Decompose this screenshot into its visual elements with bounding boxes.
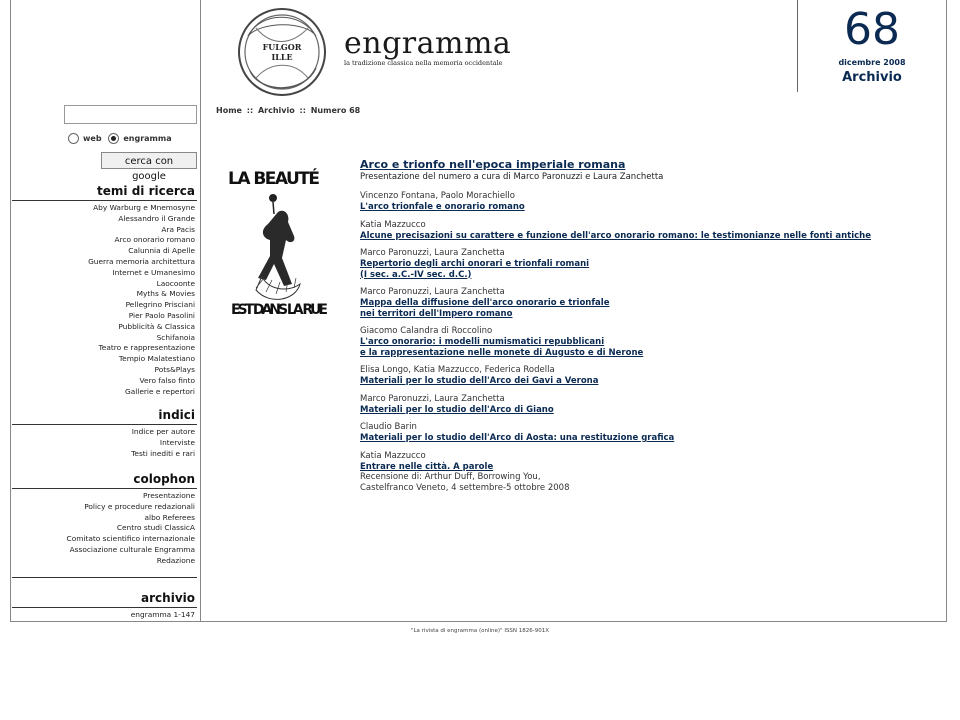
list-item [360,394,920,416]
sidebar-item[interactable]: Testi inediti e rari [131,448,195,458]
article-authors: Vincenzo Fontana, Paolo Morachiello [360,191,515,201]
list-indici [12,427,197,459]
poster-text-bottom: EST DANS LA RUE [231,302,328,318]
logo-seal-text-2: ILLE [271,52,293,62]
article-authors: Marco Paronuzzi, Laura Zanchetta [360,393,505,404]
radio-web-dot[interactable] [68,133,79,144]
sidebar-item[interactable]: Policy e procedure redazionali [84,501,195,511]
breadcrumb-home[interactable]: Home [216,106,242,115]
article-authors: Elisa Longo, Katia Mazzucco, Federica Rodella [360,365,555,375]
article-link[interactable]: Mappa della diffusione dell'arco onorario e trionfale [360,298,610,308]
sidebar-item[interactable]: Indice per autore [131,427,195,436]
article-link[interactable]: e la rappresentazione nelle monete di Augusto e di Nerone [360,347,644,358]
sidebar-item[interactable]: Comitato scientifico internazionale [66,534,195,544]
sidebar-divider [12,577,197,578]
radio-engramma[interactable] [108,133,171,144]
article-list [360,158,920,501]
article-authors: Claudio Barin [360,422,417,432]
sidebar-item[interactable]: Internet e Umanesimo [112,267,195,277]
article-link[interactable]: Entrare nelle città. A parole [360,461,494,472]
list-item [360,451,920,495]
article-link[interactable]: L'arco trionfale e onorario romano [360,202,525,212]
lead-article-link[interactable]: Arco e trionfo nell'epoca imperiale romana [360,158,626,171]
lead-article-subtitle: Presentazione del numero a cura di Marco Paronuzzi e Laura Zanchetta [360,172,664,182]
search-scope [68,133,176,146]
sidebar-item[interactable]: Gallerie e repertori [124,386,195,396]
sidebar-item[interactable]: Redazione [156,555,195,565]
section-archivio [12,591,197,621]
section-title-temi: temi di ricerca [12,184,197,201]
sidebar-item[interactable]: Pier Paolo Pasolini [128,310,195,320]
article-link[interactable]: Materiali per lo studio dell'Arco di Aosta: una restituzione grafica [360,433,675,443]
sidebar-item[interactable]: engramma 1-147 [130,610,195,619]
sidebar-item[interactable]: Pots&Plays [154,364,195,374]
list-colophon [12,491,197,567]
list-item [360,220,920,242]
article-link[interactable]: Materiali per lo studio dell'Arco di Giano [360,404,554,415]
sidebar-item[interactable]: Laocoonte [156,278,195,288]
radio-engramma-dot[interactable] [108,133,119,144]
logo-seal-text-1: FULGOR [262,42,302,52]
sidebar-item[interactable]: Ara Pacis [161,224,195,234]
sidebar-item[interactable]: Associazione culturale Engramma [69,544,195,554]
article-link[interactable]: Repertorio degli archi onorari e trionfali romani [360,259,590,269]
sidebar-item[interactable]: Calunnia di Apelle [128,246,195,256]
radio-engramma-label: engramma [123,134,172,143]
search-input[interactable] [64,105,197,124]
article-authors: Katia Mazzucco [360,219,426,230]
section-indici [12,408,197,459]
issue-date: dicembre 2008 [838,58,906,67]
breadcrumb-current: Numero 68 [310,106,361,115]
list-item [360,365,920,387]
google-search-button[interactable]: cerca con google [101,152,197,169]
list-archivio [12,610,197,621]
article-authors: Marco Paronuzzi, Laura Zanchetta [360,248,505,258]
sidebar-item[interactable]: Guerra memoria architettura [88,256,195,266]
section-temi [12,184,197,397]
sidebar-item[interactable]: Aby Warburg e Mnemosyne [93,203,195,212]
issue-number: 68 [844,4,900,55]
article-authors: Katia Mazzucco [360,450,426,461]
footer-issn: "La rivista di engramma (online)" ISSN 1826-901X [410,628,550,634]
article-note: Recensione di: Arthur Duff, Borrowing You, [360,472,541,482]
section-title-archivio: archivio [12,591,197,608]
sidebar [10,0,201,622]
sidebar-item[interactable]: albo Referees [144,512,195,522]
article-authors: Marco Paronuzzi, Laura Zanchetta [360,287,505,297]
list-item [360,191,920,213]
list-temi [12,203,197,397]
sidebar-item[interactable]: Arco onorario romano [114,235,195,245]
poster-text-top: LA BEAUTÉ [228,169,320,189]
list-item [360,422,920,444]
sidebar-item[interactable]: Presentazione [143,491,195,500]
sidebar-item[interactable]: Alessandro il Grande [118,213,195,223]
breadcrumb-archivio[interactable]: Archivio [257,106,295,115]
sidebar-item[interactable]: Pellegrino Prisciani [125,300,195,310]
sidebar-item[interactable]: Myths & Movies [136,289,195,299]
article-link[interactable]: (I sec. a.C.-IV sec. d.C.) [360,269,472,280]
logo-tagline: la tradizione classica nella memoria occidentale [344,59,503,67]
sidebar-item[interactable]: Centro studi ClassicA [116,523,195,533]
logo-seal-icon[interactable] [236,6,328,98]
article-authors: Giacomo Calandra di Roccolino [360,326,493,336]
article-link[interactable]: Materiali per lo studio dell'Arco dei Gavi a Verona [360,376,599,386]
sidebar-item[interactable]: Tempio Malatestiano [118,354,195,364]
issue-poster-image [226,160,336,320]
section-colophon [12,472,197,567]
section-title-colophon: colophon [12,472,197,489]
sidebar-item[interactable]: Interviste [159,437,195,447]
breadcrumb-separator: :: [299,106,306,115]
radio-web-label: web [83,134,102,143]
list-item [360,248,920,280]
article-link[interactable]: L'arco onorario: i modelli numismatici repubblicani [360,337,605,347]
sidebar-item[interactable]: Teatro e rappresentazione [98,343,195,353]
breadcrumb [216,106,362,115]
radio-web[interactable] [68,133,102,144]
list-item [360,326,920,358]
list-item [360,287,920,319]
sidebar-item[interactable]: Pubblicità & Classica [118,321,195,331]
article-note: Castelfranco Veneto, 4 settembre-5 ottobre 2008 [360,483,570,493]
issue-archive-link[interactable]: Archivio [842,70,902,85]
sidebar-item[interactable]: Vero falso finto [139,375,195,385]
logo-wordmark[interactable]: engramma [344,26,512,61]
breadcrumb-separator: :: [246,106,254,115]
sidebar-item[interactable]: Schifanoia [156,332,195,342]
article-link[interactable]: nei territori dell'Impero romano [360,308,513,319]
section-title-indici: indici [12,408,197,425]
article-link[interactable]: Alcune precisazioni su carattere e funzione dell'arco onorario romano: le testimonianze nelle fonti antiche [360,230,871,241]
